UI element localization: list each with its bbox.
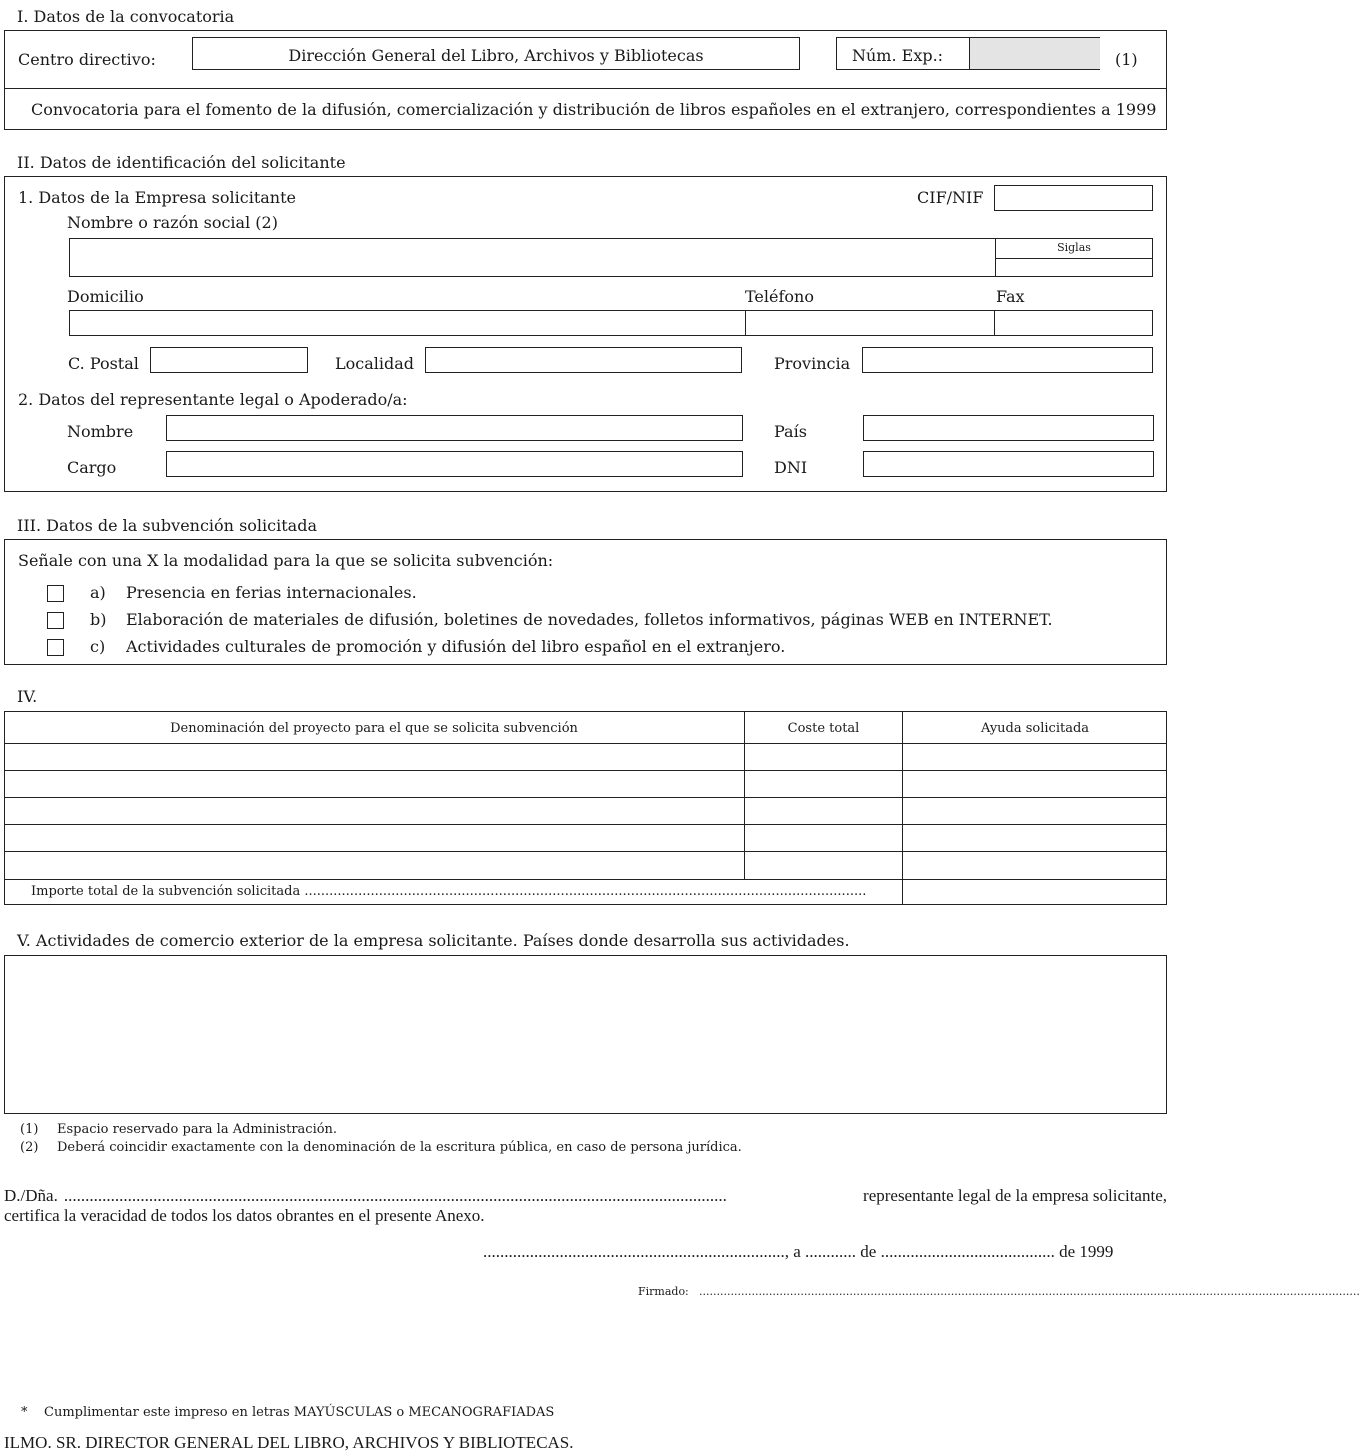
- importe-total-label: Importe total de la subvención solicitada ........................................................................................................................................: [31, 884, 867, 899]
- provincia-field[interactable]: [862, 347, 1153, 373]
- cargo-label: Cargo: [67, 458, 117, 477]
- cpostal-field[interactable]: [150, 347, 308, 373]
- localidad-label: Localidad: [335, 354, 415, 373]
- divider: [4, 88, 1167, 89]
- declaration-line-2: certifica la veracidad de todos los datos obrantes en el presente Anexo.: [4, 1206, 485, 1225]
- num-exp-label: Núm. Exp.:: [852, 46, 944, 65]
- cif-label: CIF/NIF: [917, 188, 984, 207]
- section-4-title: IV.: [17, 687, 38, 706]
- empresa-heading: 1. Datos de la Empresa solicitante: [18, 188, 296, 207]
- pais-field[interactable]: [863, 415, 1154, 441]
- option-b-text: Elaboración de materiales de difusión, boletines de novedades, folletos informativos, páginas WEB en INTERNET.: [126, 610, 1053, 629]
- declaration-role-text: representante legal de la empresa solicitante,: [863, 1186, 1167, 1205]
- telefono-label: Teléfono: [745, 287, 814, 306]
- option-c-letter: c): [90, 637, 106, 656]
- note-2-number: (2): [20, 1140, 39, 1155]
- table-row[interactable]: [5, 852, 744, 879]
- section-3-title: III. Datos de la subvención solicitada: [17, 516, 317, 535]
- dni-field[interactable]: [863, 451, 1154, 477]
- checkbox-option-b[interactable]: [47, 612, 64, 629]
- num-exp-box: [836, 37, 1100, 70]
- note-2-text: Deberá coincidir exactamente con la denominación de la escritura pública, en caso de persona jurídica.: [57, 1140, 742, 1155]
- divider: [744, 711, 745, 879]
- nombre-razon-field[interactable]: [69, 238, 1153, 277]
- domicilio-label: Domicilio: [67, 287, 144, 306]
- modalidad-instruction: Señale con una X la modalidad para la que se solicita subvención:: [18, 551, 554, 570]
- siglas-field[interactable]: [996, 259, 1152, 276]
- section-2-title: II. Datos de identificación del solicitante: [17, 153, 346, 172]
- option-b-letter: b): [90, 610, 107, 629]
- dni-label: DNI: [774, 458, 808, 477]
- column-header-ayuda: Ayuda solicitada: [980, 721, 1090, 736]
- convocatoria-text: Convocatoria para el fomento de la difusión, comercialización y distribución de libros españoles en el extranjero, correspondientes a 1999: [31, 100, 1157, 119]
- nombre-razon-label: Nombre o razón social (2): [67, 213, 278, 232]
- declaration-name-field[interactable]: ............................................................................................................................................................: [63, 1186, 727, 1205]
- option-c-text: Actividades culturales de promoción y difusión del libro español en el extranjero.: [126, 637, 786, 656]
- column-header-coste: Coste total: [787, 721, 860, 736]
- nombre-rep-label: Nombre: [67, 422, 134, 441]
- table-row[interactable]: [5, 798, 744, 824]
- domicilio-field[interactable]: [70, 311, 744, 335]
- section-1-title: I. Datos de la convocatoria: [17, 7, 235, 26]
- date-line[interactable]: ......................................................................., a ............ de ......................................... de 1999: [483, 1242, 1114, 1261]
- telefono-field[interactable]: [746, 311, 993, 335]
- table-row[interactable]: [5, 744, 744, 770]
- importe-total-field[interactable]: [903, 880, 1166, 904]
- checkbox-option-a[interactable]: [47, 585, 64, 602]
- divider: [902, 711, 903, 905]
- column-header-proyecto: Denominación del proyecto para el que se solicita subvención: [170, 721, 578, 736]
- fax-label: Fax: [996, 287, 1025, 306]
- footer-instruction: Cumplimentar este impreso en letras MAYÚSCULAS o MECANOGRAFIADAS: [44, 1405, 555, 1420]
- checkbox-option-c[interactable]: [47, 639, 64, 656]
- localidad-field[interactable]: [425, 347, 742, 373]
- firmado-label: Firmado:: [638, 1285, 689, 1298]
- option-a-text: Presencia en ferias internacionales.: [126, 583, 417, 602]
- table-row[interactable]: [5, 825, 744, 851]
- cif-field[interactable]: [994, 185, 1153, 211]
- centro-directivo-label: Centro directivo:: [18, 50, 156, 69]
- cargo-field[interactable]: [166, 451, 743, 477]
- num-exp-field: [969, 38, 1100, 69]
- cpostal-label: C. Postal: [68, 354, 139, 373]
- fax-field[interactable]: [995, 311, 1152, 335]
- declaration-line-1: [4, 1187, 1167, 1207]
- addressee: ILMO. SR. DIRECTOR GENERAL DEL LIBRO, ARCHIVOS Y BIBLIOTECAS.: [4, 1433, 574, 1452]
- representante-heading: 2. Datos del representante legal o Apoderado/a:: [18, 390, 408, 409]
- option-a-letter: a): [90, 583, 106, 602]
- signature-field[interactable]: .............................................................................................................................................................................................: [699, 1285, 1360, 1298]
- centro-directivo-value: Dirección General del Libro, Archivos y Bibliotecas: [288, 46, 704, 65]
- centro-directivo-field[interactable]: [192, 37, 800, 70]
- note-1-text: Espacio reservado para la Administración.: [57, 1122, 338, 1137]
- table-row[interactable]: [5, 771, 744, 797]
- note-1-number: (1): [20, 1122, 39, 1137]
- siglas-label: Siglas: [1057, 241, 1091, 254]
- pais-label: País: [774, 422, 807, 441]
- section-5-title: V. Actividades de comercio exterior de la empresa solicitante. Países donde desarrolla sus actividades.: [17, 931, 850, 950]
- num-exp-note: (1): [1115, 50, 1138, 69]
- comercio-exterior-field[interactable]: [4, 955, 1167, 1114]
- declaration-dd-label: D./Dña.: [4, 1186, 58, 1205]
- footer-asterisk: *: [21, 1405, 28, 1420]
- nombre-rep-field[interactable]: [166, 415, 743, 441]
- provincia-label: Provincia: [774, 354, 851, 373]
